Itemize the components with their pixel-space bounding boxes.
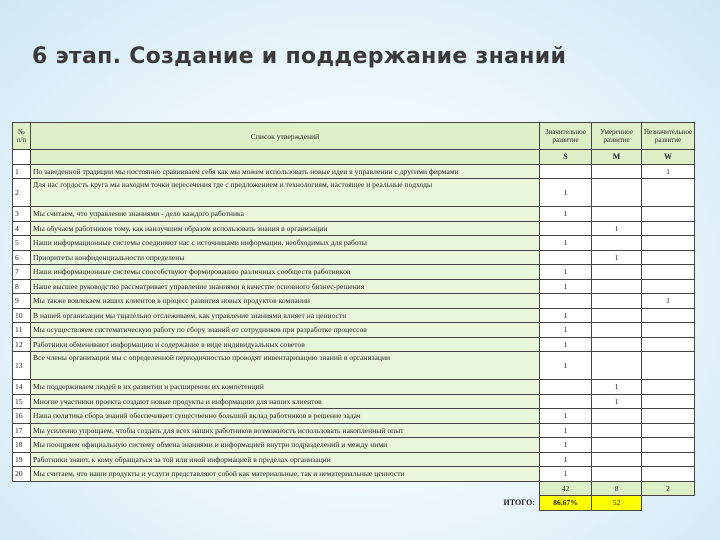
total-s: 42 <box>540 481 592 496</box>
code-empty-stmt <box>31 150 540 165</box>
row-statement: Мы усиленно упрощаем, чтобы создать для всех наших работников возможность использовать накопленный опыт <box>31 423 540 438</box>
row-mark-s <box>540 221 592 236</box>
row-mark-w <box>642 207 695 222</box>
row-mark-s: 1 <box>540 423 592 438</box>
row-statement: Наша политика сбора знаний обеспечивает существенно больший вклад работников в решение задач <box>31 409 540 424</box>
itog-m: 52 <box>592 496 642 511</box>
row-number: 6 <box>13 250 31 265</box>
table-row <box>13 394 695 409</box>
row-mark-w <box>642 394 695 409</box>
row-mark-w <box>642 279 695 294</box>
code-m: M <box>592 150 642 165</box>
row-statement: Все члены организации мы с определенной периодичностью проводят инвентаризацию знаний в организации <box>31 352 540 380</box>
row-mark-m <box>592 337 642 352</box>
row-mark-w <box>642 438 695 453</box>
row-mark-w <box>642 323 695 338</box>
row-statement: Работники обменивают информацию и содержание в виде индивидуальных советов <box>31 337 540 352</box>
row-mark-s <box>540 380 592 395</box>
row-mark-m <box>592 308 642 323</box>
itog-label: ИТОГО: <box>503 498 535 508</box>
row-mark-m: 1 <box>592 394 642 409</box>
row-mark-w <box>642 250 695 265</box>
row-number: 5 <box>13 236 31 251</box>
header-col-s: Значительное развитие <box>540 123 592 150</box>
itog-s: 86.67% <box>540 496 592 511</box>
row-mark-s: 1 <box>540 236 592 251</box>
row-mark-w <box>642 236 695 251</box>
header-col-w: Незначительное развитие <box>642 123 695 150</box>
header-col-m: Умеренное развитие <box>592 123 642 150</box>
header-statements: Список утверждений <box>31 123 540 150</box>
code-empty-num <box>13 150 31 165</box>
totals-row <box>13 481 695 496</box>
row-mark-m <box>592 409 642 424</box>
row-mark-w <box>642 423 695 438</box>
table-row <box>13 207 695 222</box>
row-mark-s: 1 <box>540 409 592 424</box>
row-mark-s <box>540 164 592 179</box>
table-row <box>13 323 695 338</box>
row-statement: Наши информационные системы способствуют формированию различных сообществ работников <box>31 265 540 280</box>
row-mark-w <box>642 352 695 380</box>
row-number: 10 <box>13 308 31 323</box>
row-mark-m: 1 <box>592 221 642 236</box>
row-mark-w: 1 <box>642 294 695 309</box>
row-mark-m <box>592 352 642 380</box>
row-mark-m <box>592 423 642 438</box>
row-mark-s: 1 <box>540 352 592 380</box>
row-statement: Для нас гордость круга мы находим точки пересечения где с предложением и технологиям, настоящее и реальные подходы <box>31 179 540 207</box>
table-row <box>13 294 695 309</box>
header-num: № п/п <box>13 123 31 150</box>
row-mark-m <box>592 467 642 482</box>
row-number: 9 <box>13 294 31 309</box>
itog-empty-w <box>642 496 695 511</box>
table-row <box>13 164 695 179</box>
row-mark-m <box>592 438 642 453</box>
row-mark-w <box>642 221 695 236</box>
row-number: 7 <box>13 265 31 280</box>
row-mark-w <box>642 337 695 352</box>
table-row <box>13 221 695 236</box>
row-mark-m <box>592 207 642 222</box>
row-mark-w <box>642 467 695 482</box>
row-mark-w <box>642 380 695 395</box>
row-mark-w <box>642 179 695 207</box>
totals-empty-stmt <box>31 481 540 496</box>
row-mark-s: 1 <box>540 337 592 352</box>
row-statement: Мы считаем, что управление знаниями - дело каждого работника <box>31 207 540 222</box>
row-number: 14 <box>13 380 31 395</box>
table-row <box>13 409 695 424</box>
row-number: 11 <box>13 323 31 338</box>
table-row <box>13 337 695 352</box>
row-mark-w <box>642 452 695 467</box>
row-statement: Мы поощряем официальную систему обмена знаниями и информацией внутри подразделений и между ними <box>31 438 540 453</box>
row-number: 17 <box>13 423 31 438</box>
row-number: 8 <box>13 279 31 294</box>
row-mark-m <box>592 164 642 179</box>
row-statement: В нашей организации мы тщательно отслеживаем, как управление знаниями влияет на ценности <box>31 308 540 323</box>
row-statement: Приоритеты конфиденциальности определены <box>31 250 540 265</box>
survey-table <box>12 122 695 511</box>
row-mark-m: 1 <box>592 380 642 395</box>
row-mark-s <box>540 250 592 265</box>
row-statement: Наше высшее руководство рассматривает управление знаниями в качестве основного бизнес-решения <box>31 279 540 294</box>
row-number: 18 <box>13 438 31 453</box>
row-statement: Мы обучаем работников тому, как наилучшим образом использовать знания в организации <box>31 221 540 236</box>
table-row <box>13 423 695 438</box>
table-row <box>13 308 695 323</box>
row-mark-m: 1 <box>592 250 642 265</box>
page-title: 6 этап. Создание и поддержание знаний <box>32 44 567 69</box>
row-mark-w <box>642 308 695 323</box>
row-mark-s: 1 <box>540 179 592 207</box>
table-header-row <box>13 123 695 150</box>
table-row <box>13 250 695 265</box>
row-statement: Мы считаем, что наши продукты и услуги представляют собой как материальные, так и нематериальные ценности <box>31 467 540 482</box>
itog-empty <box>13 496 31 511</box>
row-statement: Мы осуществляем систематическую работу по сбору знаний от сотрудников при разработке процессов <box>31 323 540 338</box>
table-row <box>13 452 695 467</box>
row-mark-s: 1 <box>540 438 592 453</box>
survey-table-container <box>12 122 694 511</box>
row-mark-m <box>592 265 642 280</box>
table-row <box>13 279 695 294</box>
row-mark-s: 1 <box>540 308 592 323</box>
row-number: 4 <box>13 221 31 236</box>
total-w: 2 <box>642 481 695 496</box>
row-number: 16 <box>13 409 31 424</box>
code-w: W <box>642 150 695 165</box>
row-statement: Многие участники проекта создают новые продукты и информацию для наших клиентов <box>31 394 540 409</box>
total-m: 8 <box>592 481 642 496</box>
row-mark-m <box>592 323 642 338</box>
row-statement: Мы также вовлекаем наших клиентов в процесс развития новых продуктов компании <box>31 294 540 309</box>
row-mark-s: 1 <box>540 452 592 467</box>
row-statement: Мы поддерживаем людей в их развитии и расширении их компетенций <box>31 380 540 395</box>
row-number: 13 <box>13 352 31 380</box>
row-number: 3 <box>13 207 31 222</box>
row-mark-s <box>540 394 592 409</box>
code-row <box>13 150 695 165</box>
row-statement: По заведенной традиции мы постоянно сравниваем себя как мы можем использовать новые идеи в управлении с другими фирмами <box>31 164 540 179</box>
table-row <box>13 352 695 380</box>
table-row <box>13 236 695 251</box>
row-number: 20 <box>13 467 31 482</box>
row-number: 12 <box>13 337 31 352</box>
row-mark-s <box>540 294 592 309</box>
code-s: S <box>540 150 592 165</box>
row-statement: Работники знают, к кому обращаться за той или иной информацией в пределах организации <box>31 452 540 467</box>
row-mark-w: 1 <box>642 164 695 179</box>
table-row <box>13 179 695 207</box>
row-number: 1 <box>13 164 31 179</box>
row-mark-s: 1 <box>540 265 592 280</box>
row-mark-w <box>642 409 695 424</box>
table-row <box>13 380 695 395</box>
row-mark-s: 1 <box>540 279 592 294</box>
table-row <box>13 438 695 453</box>
row-number: 19 <box>13 452 31 467</box>
row-number: 15 <box>13 394 31 409</box>
totals-empty-num <box>13 481 31 496</box>
row-mark-s: 1 <box>540 323 592 338</box>
row-mark-s: 1 <box>540 207 592 222</box>
row-mark-m <box>592 179 642 207</box>
row-number: 2 <box>13 179 31 207</box>
row-mark-s: 1 <box>540 467 592 482</box>
row-mark-m <box>592 236 642 251</box>
row-mark-w <box>642 265 695 280</box>
table-row <box>13 265 695 280</box>
row-statement: Наши информационные системы соединяют нас с источниками информации, необходимых для работы <box>31 236 540 251</box>
itog-row <box>13 496 695 511</box>
table-row <box>13 467 695 482</box>
row-mark-m <box>592 294 642 309</box>
row-mark-m <box>592 279 642 294</box>
row-mark-m <box>592 452 642 467</box>
